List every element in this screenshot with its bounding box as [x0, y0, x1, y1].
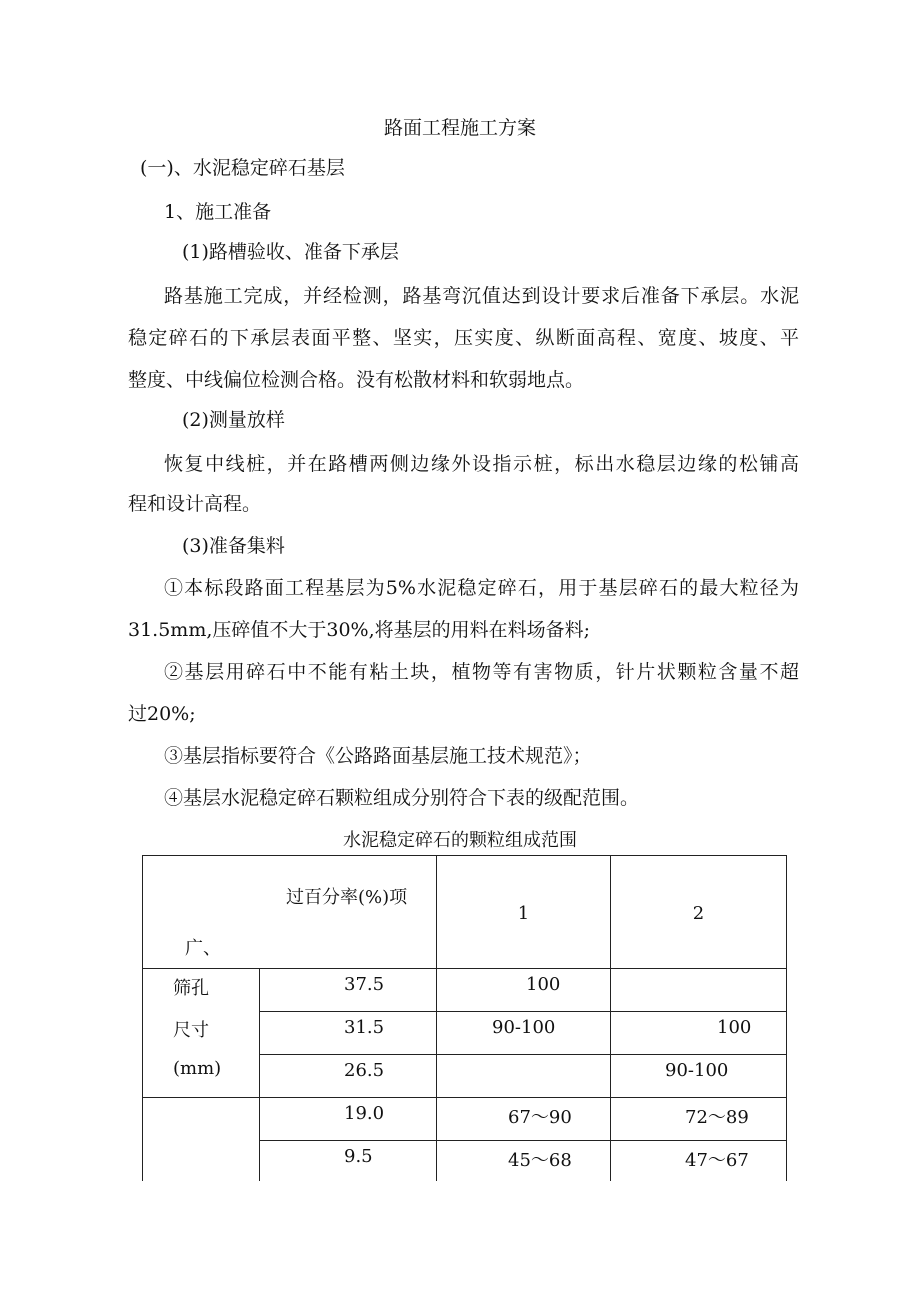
- size-cell: [260, 1098, 437, 1141]
- corner-header-top: 过百分率(%)项: [286, 887, 408, 908]
- sub-heading: 1、施工准备: [164, 201, 272, 223]
- value1-cell: [437, 1055, 611, 1098]
- value1-cell: [437, 1098, 611, 1141]
- table-caption: 水泥稳定碎石的颗粒组成范围: [343, 830, 577, 851]
- item2-para-line2: 程和设计高程。: [128, 493, 262, 515]
- table-header-row: [143, 856, 787, 969]
- item2-heading: (2)测量放样: [182, 409, 285, 431]
- item3-point3: ③基层指标要符合《公路路面基层施工技术规范》；: [164, 745, 592, 767]
- value1-cell: [437, 1141, 611, 1182]
- value2-cell: [611, 969, 787, 1012]
- table-row: [143, 1098, 787, 1141]
- sieve-label-line1: 筛孔: [173, 978, 209, 999]
- sieve-group-label: [143, 969, 260, 1098]
- size-cell: [260, 1012, 437, 1055]
- header-col1: [437, 856, 611, 969]
- item3-point1-line2: 31.5mm,压碎值不大于30%,将基层的用料在料场备料;: [128, 619, 591, 641]
- item2-para-line1: 恢复中线桩，并在路槽两侧边缘外设指示桩，标出水稳层边缘的松铺高: [164, 453, 799, 475]
- value2-cell: [611, 1141, 787, 1182]
- value2-cell: [611, 1012, 787, 1055]
- value1: 67～90: [508, 1107, 572, 1128]
- table-row: [143, 969, 787, 1012]
- value1: 100: [526, 974, 561, 995]
- size-value: 37.5: [344, 974, 385, 995]
- value1: 45～68: [508, 1150, 572, 1171]
- value1-cell: [437, 1012, 611, 1055]
- empty-group-cell: [143, 1098, 260, 1182]
- value2: 47～67: [685, 1150, 749, 1171]
- item1-para-line3: 整度、中线偏位检测合格。没有松散材料和软弱地点。: [128, 369, 585, 391]
- size-cell: [260, 1055, 437, 1098]
- value2-cell: [611, 1098, 787, 1141]
- corner-header-cell: [143, 856, 437, 969]
- size-value: 19.0: [344, 1103, 385, 1124]
- item1-para-line2: 稳定碎石的下承层表面平整、坚实，压实度、纵断面高程、宽度、坡度、平: [128, 327, 799, 349]
- corner-header-bottom: 广、: [185, 938, 221, 959]
- section-heading: (一)、水泥稳定碎石基层: [140, 157, 345, 179]
- value1: 90-100: [492, 1017, 556, 1038]
- header-col1-label: 1: [517, 903, 530, 924]
- size-value: 9.5: [344, 1146, 373, 1167]
- item3-point2-line1: ②基层用碎石中不能有粘土块，植物等有害物质，针片状颗粒含量不超: [164, 661, 799, 683]
- size-cell: [260, 1141, 437, 1182]
- item3-point2-line2: 过20%;: [128, 703, 196, 725]
- value2: 100: [717, 1017, 752, 1038]
- sieve-label-line3: (mm): [173, 1058, 222, 1079]
- header-col2: [611, 856, 787, 969]
- value2-cell: [611, 1055, 787, 1098]
- item3-point1-line1: ①本标段路面工程基层为5%水泥稳定碎石，用于基层碎石的最大粒径为: [164, 577, 799, 599]
- document-title: 路面工程施工方案: [383, 117, 536, 139]
- grading-table: [142, 855, 787, 1181]
- size-cell: [260, 969, 437, 1012]
- value1-cell: [437, 969, 611, 1012]
- header-col2-label: 2: [692, 903, 705, 924]
- size-value: 31.5: [344, 1017, 385, 1038]
- item1-heading: (1)路槽验收、准备下承层: [182, 241, 399, 263]
- item3-heading: (3)准备集料: [182, 535, 285, 557]
- item1-para-line1: 路基施工完成，并经检测，路基弯沉值达到设计要求后准备下承层。水泥: [164, 285, 799, 307]
- sieve-label-line2: 尺寸: [173, 1020, 209, 1041]
- item3-point4: ④基层水泥稳定碎石颗粒组成分别符合下表的级配范围。: [164, 787, 640, 809]
- value2: 90-100: [665, 1060, 729, 1081]
- size-value: 26.5: [344, 1060, 385, 1081]
- value2: 72～89: [685, 1107, 749, 1128]
